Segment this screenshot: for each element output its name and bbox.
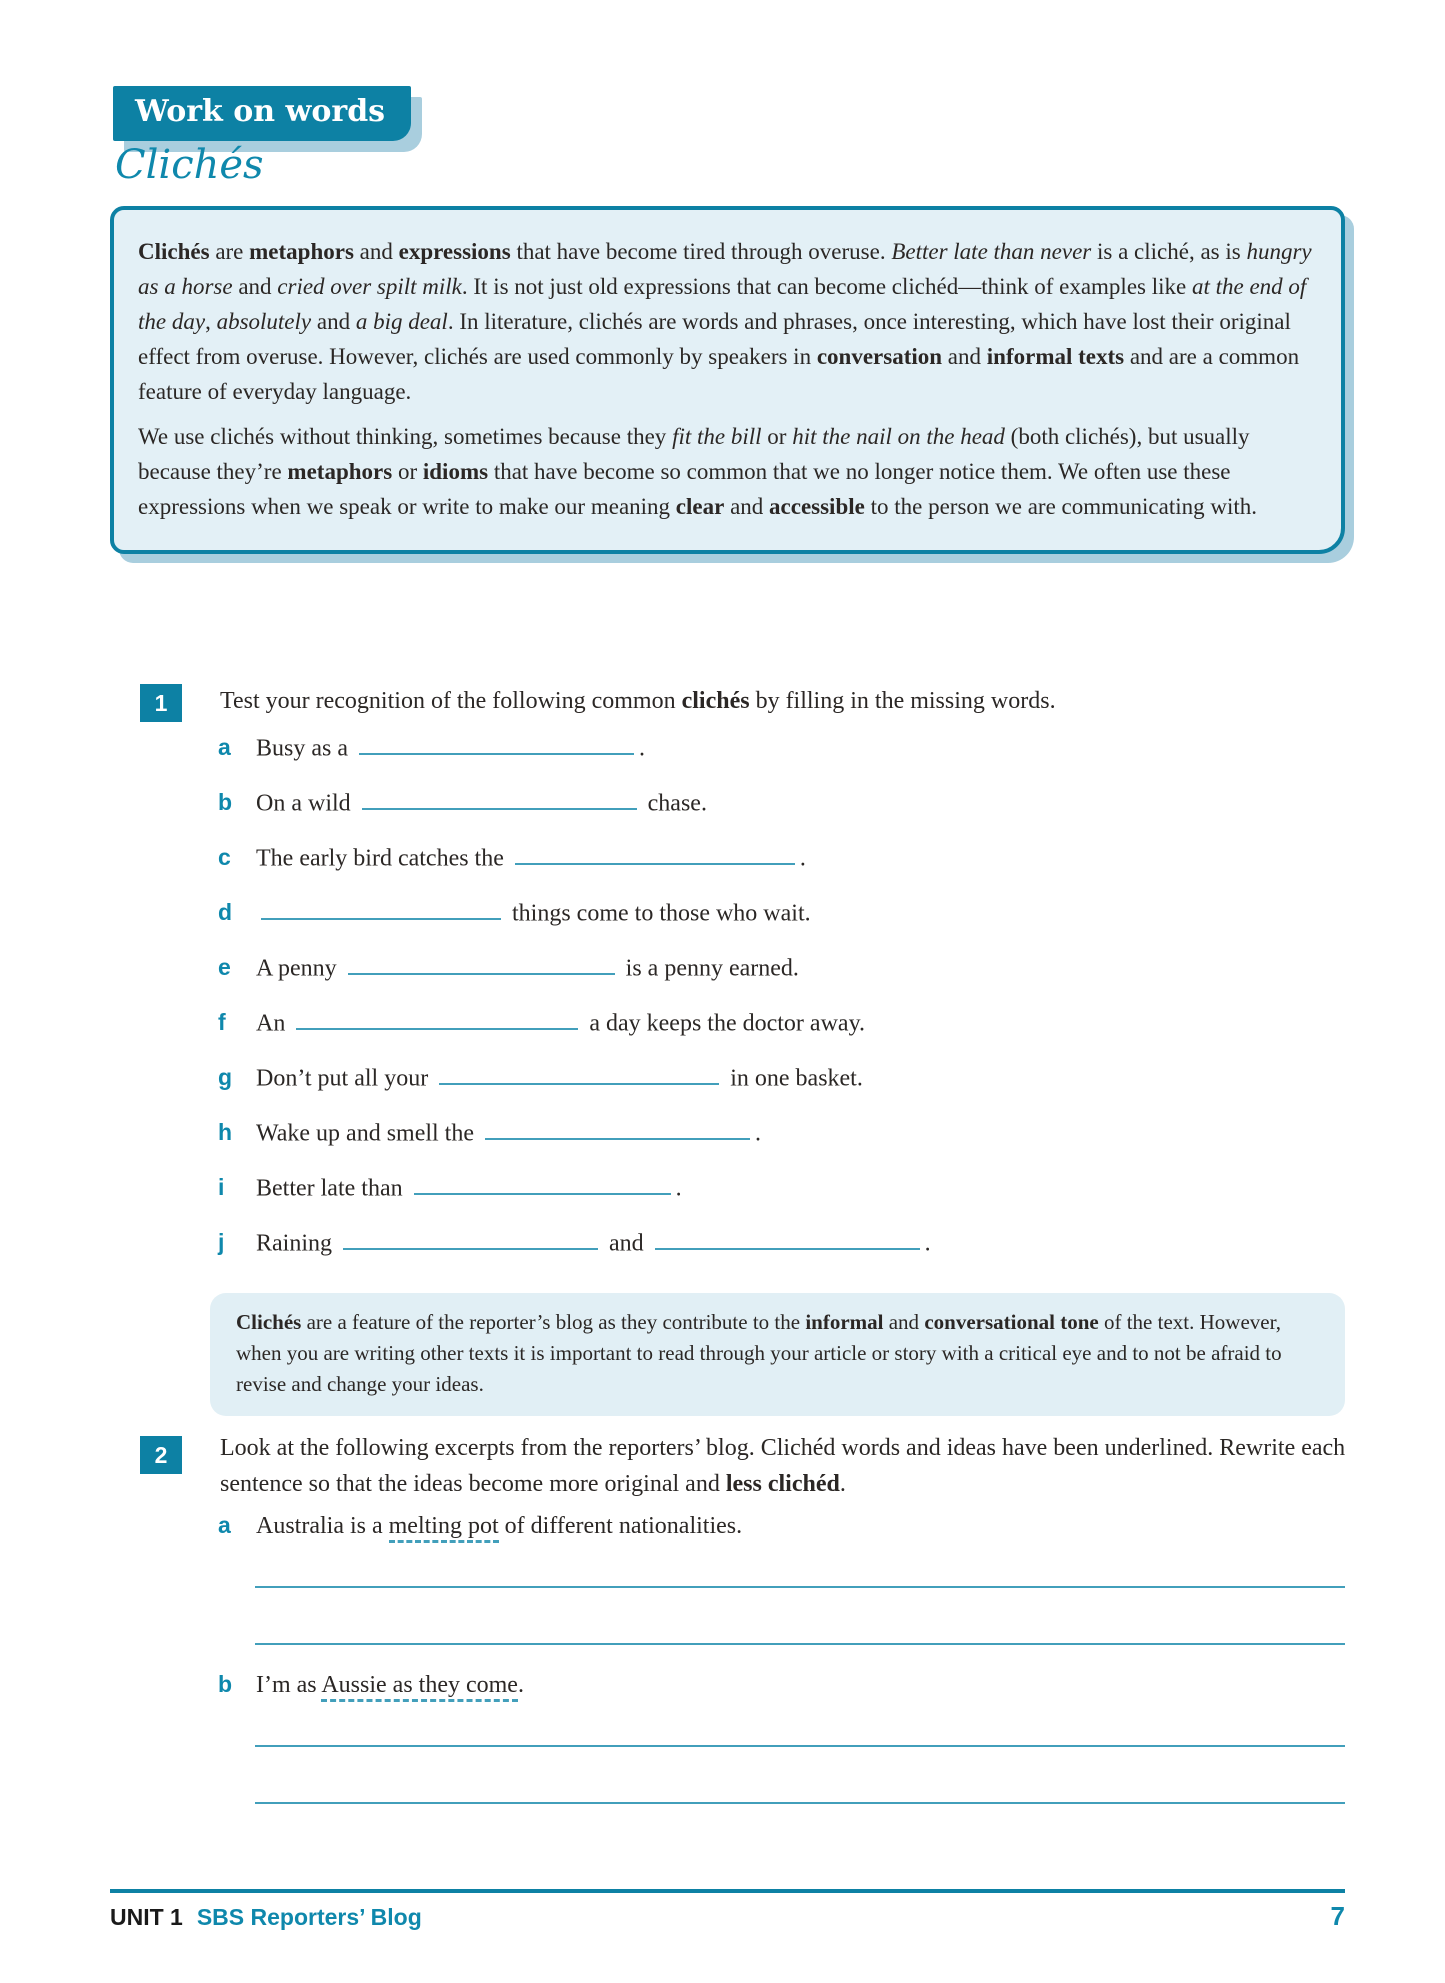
exercise-2-instruction: Look at the following excerpts from the reporters’ blog. Clichéd words and ideas have been underlined. Rewrite each sentence so that the ideas become more original and less clichéd. (220, 1435, 1346, 1497)
exercise-1-items (218, 733, 1345, 1283)
answer-line[interactable] (255, 1745, 1345, 1747)
item-letter: b (218, 1671, 233, 1697)
item-letter: i (218, 1174, 225, 1201)
fill-in-blank[interactable] (296, 1008, 578, 1030)
cliche-item-b (218, 788, 1345, 843)
answer-line[interactable] (255, 1643, 1345, 1645)
fill-in-blank[interactable] (261, 898, 501, 920)
exercise-1-number-badge: 1 (140, 684, 182, 722)
answer-line[interactable] (255, 1802, 1345, 1804)
cliche-sentence: Busy as a . (256, 733, 645, 762)
item-letter: b (218, 789, 233, 816)
footer-section-title: SBS Reporters’ Blog (196, 1904, 422, 1930)
cliche-item-j (218, 1228, 1345, 1283)
item-letter: f (218, 1009, 226, 1036)
item-letter: e (218, 954, 231, 981)
cliche-item-e (218, 953, 1345, 1008)
rewrite-item-b (218, 1671, 1345, 1804)
fill-in-blank[interactable] (348, 953, 615, 975)
item-letter: a (218, 734, 231, 761)
cliche-sentence: Don’t put all your in one basket. (256, 1063, 863, 1092)
fill-in-blank[interactable] (515, 843, 795, 865)
item-letter: a (218, 1512, 231, 1538)
fill-in-blank[interactable] (485, 1118, 750, 1140)
definition-paragraph: We use clichés without thinking, sometimes because they fit the bill or hit the nail on the head (both clichés), but usually because they’re metaphors or idioms that have become so common that we no longer notice them. We often use these expressions when we speak or write to make our meaning clear and accessible to the person we are communicating with. (138, 424, 1258, 519)
excerpt-sentence: Australia is a melting pot of different nationalities. (256, 1513, 742, 1540)
footer (110, 1901, 1345, 1932)
exercise-2-items (218, 1512, 1345, 1804)
cliche-item-g (218, 1063, 1345, 1118)
section-header-badge: Work on words (113, 86, 411, 141)
footer-unit-label: UNIT 1 (110, 1904, 183, 1930)
cliche-sentence: On a wild chase. (256, 788, 707, 817)
definition-paragraph: Clichés are metaphors and expressions that have become tired through overuse. Better late than never is a cliché, as is hungry as a horse and cried over spilt milk. It is not just old expressions that can become clichéd—think of examples like at the end of the day, absolutely and a big deal. In literature, clichés are words and phrases, once interesting, which have lost their original effect from overuse. However, clichés are used commonly by speakers in conversation and informal texts and are a common feature of everyday language. (138, 239, 1312, 404)
cliche-sentence: A penny is a penny earned. (256, 953, 799, 982)
fill-in-blank[interactable] (439, 1063, 719, 1085)
underlined-cliche: Aussie as they come (321, 1672, 518, 1702)
exercise-1-instruction: Test your recognition of the following common clichés by filling in the missing words. (220, 688, 1056, 714)
cliche-sentence: Better late than . (256, 1173, 682, 1202)
footer-rule (110, 1889, 1345, 1893)
page-title: Clichés (115, 142, 264, 188)
cliche-item-h (218, 1118, 1345, 1173)
underlined-cliche: melting pot (389, 1513, 499, 1543)
fill-in-blank[interactable] (655, 1228, 920, 1250)
cliche-sentence: The early bird catches the . (256, 843, 806, 872)
item-letter: h (218, 1119, 233, 1146)
item-letter: c (218, 844, 231, 871)
fill-in-blank[interactable] (414, 1173, 671, 1195)
cliche-sentence: Raining and . (256, 1228, 931, 1257)
cliche-sentence: An a day keeps the doctor away. (256, 1008, 865, 1037)
cliche-sentence: things come to those who wait. (256, 898, 811, 927)
note-box: Clichés are a feature of the reporter’s blog as they contribute to the informal and conversational tone of the text. However, when you are writing other texts it is important to read through your article or story with a critical eye and to not be afraid to revise and change your ideas. (210, 1293, 1345, 1416)
cliche-item-c (218, 843, 1345, 898)
excerpt-sentence: I’m as Aussie as they come. (256, 1672, 524, 1699)
fill-in-blank[interactable] (362, 788, 637, 810)
cliche-sentence: Wake up and smell the . (256, 1118, 761, 1147)
fill-in-blank[interactable] (343, 1228, 598, 1250)
page-number: 7 (1330, 1901, 1345, 1931)
answer-line[interactable] (255, 1586, 1345, 1588)
cliche-item-f (218, 1008, 1345, 1063)
cliche-item-i (218, 1173, 1345, 1228)
item-letter: d (218, 899, 233, 926)
item-letter: g (218, 1064, 233, 1091)
fill-in-blank[interactable] (359, 733, 634, 755)
rewrite-item-a (218, 1512, 1345, 1645)
cliche-item-a (218, 733, 1345, 788)
definition-box (110, 206, 1345, 554)
exercise-2-number-badge: 2 (140, 1436, 182, 1474)
cliche-item-d (218, 898, 1345, 953)
item-letter: j (218, 1229, 225, 1256)
